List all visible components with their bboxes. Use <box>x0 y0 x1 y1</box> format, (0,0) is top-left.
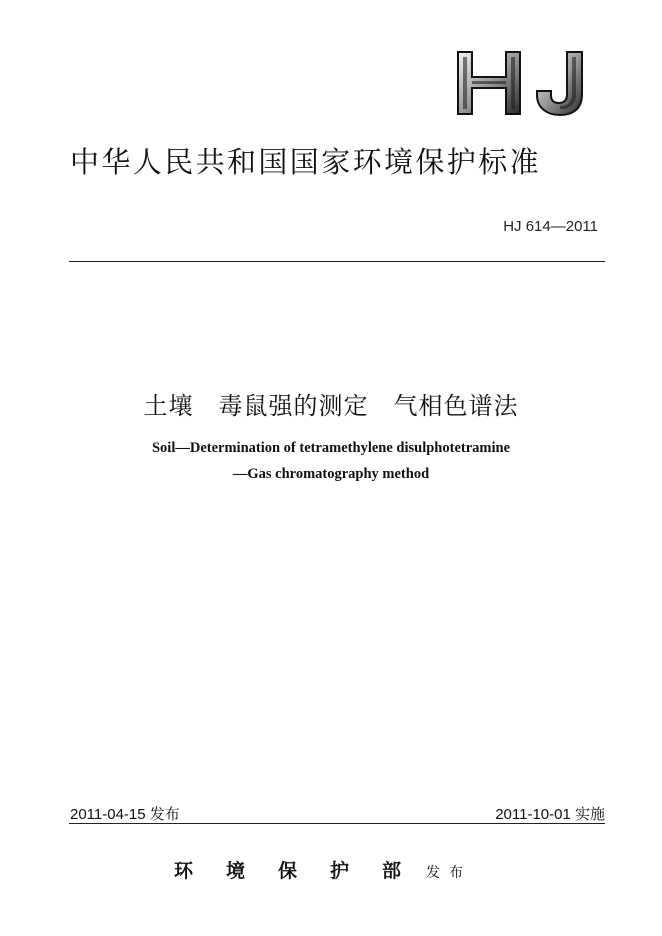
standard-number: HJ 614—2011 <box>503 218 598 235</box>
publisher-line <box>174 856 472 883</box>
english-title-line1: Soil—Determination of tetramethylene disulphotetramine <box>151 440 511 456</box>
logo-letter-j <box>537 52 582 115</box>
chinese-title: 土壤 毒鼠强的测定 气相色谱法 <box>143 392 519 420</box>
hj-standard-logo <box>455 48 590 118</box>
logo-letter-h <box>458 52 520 114</box>
top-divider <box>69 261 605 262</box>
issue-date: 2011-04-15 发布 <box>70 806 180 823</box>
english-title-line2: —Gas chromatography method <box>232 466 430 482</box>
org-standard-title: 中华人民共和国国家环境保护标准 <box>70 145 542 179</box>
publisher-ministry: 环境保护部 <box>174 860 435 882</box>
publisher-issued: 发布 <box>426 865 473 881</box>
bottom-divider <box>69 823 605 824</box>
implementation-date: 2011-10-01 实施 <box>495 806 605 823</box>
hj-logo-icon <box>455 48 590 118</box>
